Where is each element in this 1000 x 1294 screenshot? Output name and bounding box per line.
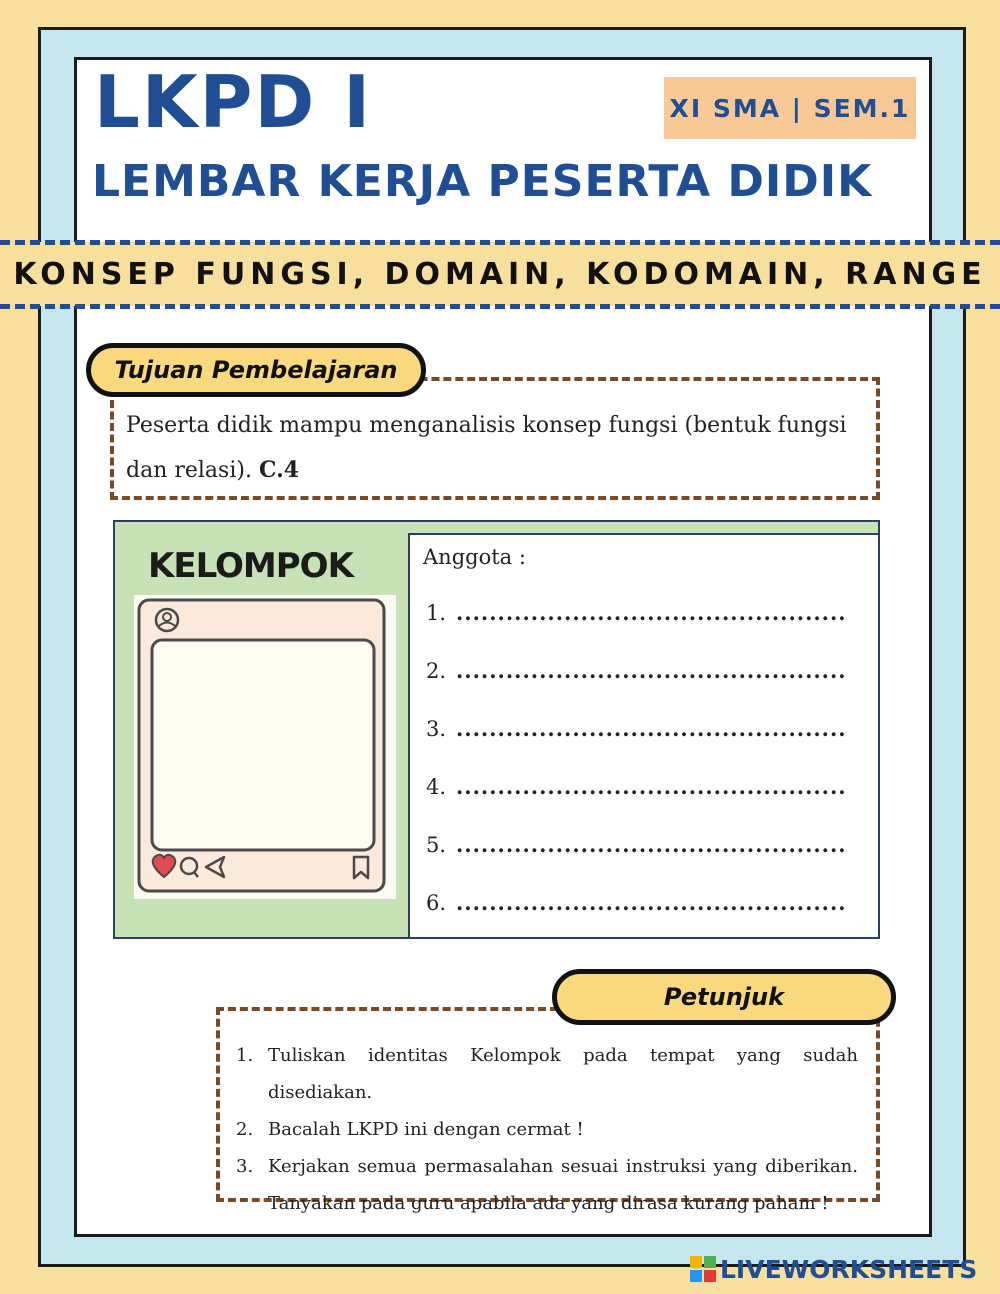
learning-goal-code: C.4 — [258, 457, 300, 483]
member-field-3[interactable] — [426, 716, 847, 741]
learning-goal-heading: Tujuan Pembelajaran — [86, 343, 426, 397]
learning-goal-sentence: Peserta didik mampu menganalisis konsep fungsi (bentuk fungsi dan relasi). — [126, 413, 847, 483]
group-title: KELOMPOK — [148, 546, 353, 586]
page-title: LKPD I — [94, 60, 373, 144]
member-number: 1. — [426, 601, 447, 625]
member-field-1[interactable] — [426, 600, 847, 625]
topic-band — [0, 242, 1000, 306]
instructions-heading: Petunjuk — [552, 969, 896, 1025]
instruction-number: 1. — [236, 1045, 254, 1066]
member-field-4[interactable] — [426, 774, 847, 799]
grade-badge: XI SMA | SEM.1 — [664, 77, 916, 139]
instruction-number: 2. — [236, 1119, 254, 1140]
member-field-2[interactable] — [426, 658, 847, 683]
instructions-list — [236, 1037, 858, 1222]
member-blank[interactable]: ............................................... — [456, 600, 847, 625]
group-photo-card[interactable] — [134, 595, 396, 899]
liveworksheets-logo[interactable] — [690, 1254, 977, 1284]
band-top-dashes — [0, 240, 1000, 245]
member-number: 4. — [426, 775, 447, 799]
learning-goal-text — [126, 404, 866, 493]
member-number: 5. — [426, 833, 447, 857]
instruction-item — [236, 1037, 858, 1111]
member-blank[interactable]: ............................................... — [456, 716, 847, 741]
member-blank[interactable]: ............................................... — [456, 832, 847, 857]
member-number: 6. — [426, 891, 447, 915]
band-bottom-dashes — [0, 304, 1000, 309]
instruction-text: Kerjakan semua permasalahan sesuai instruksi yang diberikan. Tanyakan pada guru apabila ada yang dirasa kurang paham ! — [268, 1156, 858, 1214]
topic-title: KONSEP FUNGSI, DOMAIN, KODOMAIN, RANGE — [13, 256, 987, 292]
instruction-item — [236, 1148, 858, 1222]
instruction-text: Bacalah LKPD ini dengan cermat ! — [268, 1119, 584, 1140]
member-blank[interactable]: ............................................... — [456, 658, 847, 683]
instruction-item — [236, 1111, 858, 1148]
liveworksheets-icon — [690, 1256, 716, 1282]
instruction-number: 3. — [236, 1156, 254, 1177]
members-label: Anggota : — [423, 545, 526, 569]
member-field-5[interactable] — [426, 832, 847, 857]
logo-text: LIVEWORKSHEETS — [720, 1254, 978, 1284]
member-number: 3. — [426, 717, 447, 741]
page-subtitle: LEMBAR KERJA PESERTA DIDIK — [92, 156, 873, 207]
photo-placeholder[interactable] — [152, 640, 374, 850]
member-blank[interactable]: ............................................... — [456, 890, 847, 915]
member-number: 2. — [426, 659, 447, 683]
member-blank[interactable]: ............................................... — [456, 774, 847, 799]
member-field-6[interactable] — [426, 890, 847, 915]
instruction-text: Tuliskan identitas Kelompok pada tempat yang sudah disediakan. — [268, 1045, 858, 1103]
